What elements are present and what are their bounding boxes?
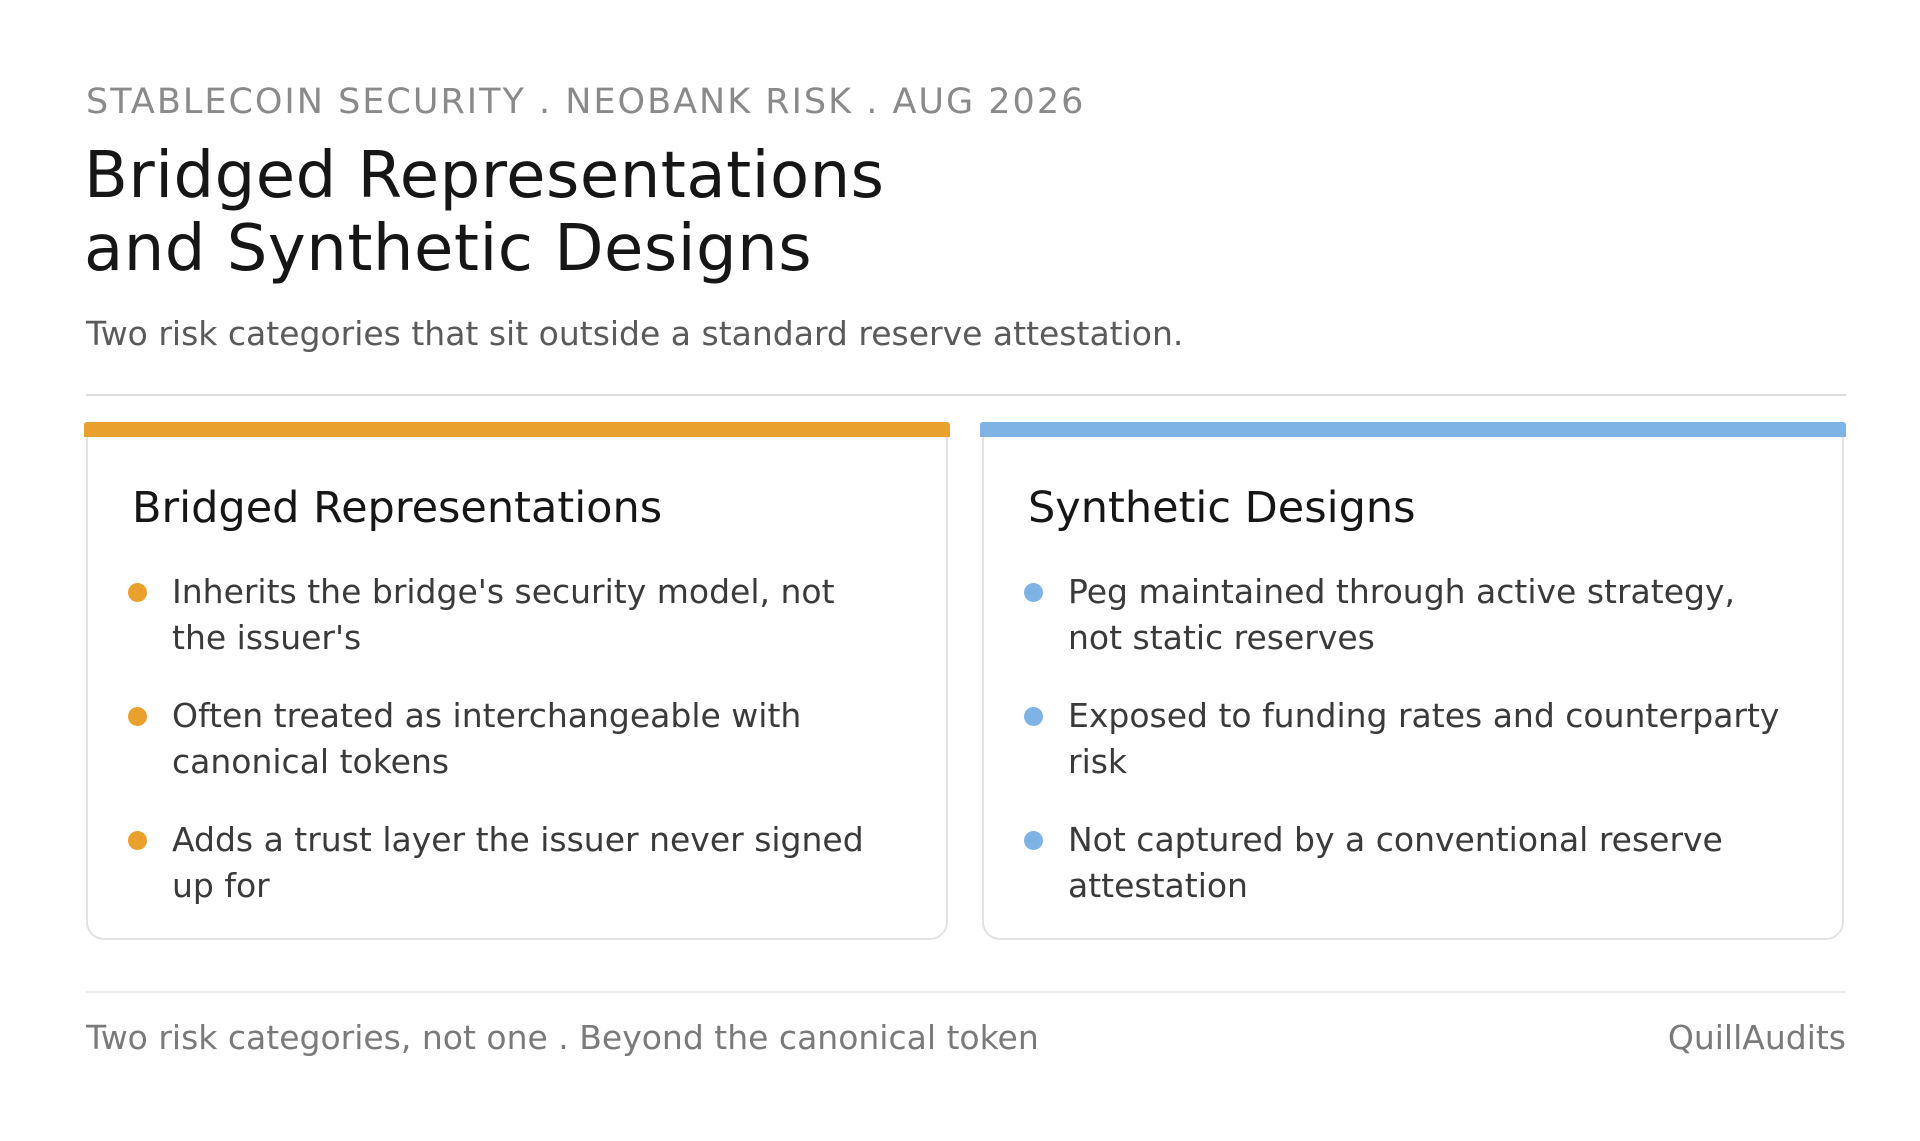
- title-line-2: and Synthetic Designs: [84, 212, 813, 286]
- bullet-text: Adds a trust layer the issuer never signed up for: [172, 820, 864, 905]
- card-title: Synthetic Designs: [1028, 483, 1416, 533]
- bullet-list: [128, 569, 898, 941]
- bullet-item: [1024, 569, 1794, 661]
- footer-brand: QuillAudits: [1667, 1018, 1846, 1057]
- card-bridged-representations: [84, 422, 950, 940]
- bullet-list: [1024, 569, 1794, 941]
- title-line-1: Bridged Representations: [84, 139, 885, 213]
- bullet-item: [128, 693, 898, 785]
- card-synthetic-designs: [980, 422, 1846, 940]
- kicker: STABLECOIN SECURITY . NEOBANK RISK . AUG 2026: [86, 82, 1086, 122]
- bullet-dot-icon: [1024, 707, 1043, 726]
- bullet-dot-icon: [1024, 583, 1043, 602]
- bullet-item: [1024, 693, 1794, 785]
- bullet-dot-icon: [128, 831, 147, 850]
- bullet-dot-icon: [1024, 831, 1043, 850]
- bullet-text: Peg maintained through active strategy, not static reserves: [1068, 572, 1735, 657]
- card-accent-bar: [84, 422, 950, 437]
- bullet-text: Inherits the bridge's security model, not the issuer's: [172, 572, 835, 657]
- footer-divider: [86, 991, 1846, 993]
- card-body: [86, 437, 948, 940]
- bullet-text: Not captured by a conventional reserve attestation: [1068, 820, 1723, 905]
- bullet-item: [128, 569, 898, 661]
- bullet-text: Exposed to funding rates and counterparty risk: [1068, 696, 1780, 781]
- bullet-dot-icon: [128, 583, 147, 602]
- footer-tagline: Two risk categories, not one . Beyond the canonical token: [86, 1018, 1039, 1057]
- bullet-item: [128, 817, 898, 909]
- card-body: [982, 437, 1844, 940]
- header-divider: [86, 394, 1846, 396]
- card-accent-bar: [980, 422, 1846, 437]
- subtitle: Two risk categories that sit outside a standard reserve attestation.: [86, 314, 1184, 353]
- card-title: Bridged Representations: [132, 483, 663, 533]
- page-title: [84, 140, 885, 286]
- bullet-text: Often treated as interchangeable with canonical tokens: [172, 696, 802, 781]
- bullet-item: [1024, 817, 1794, 909]
- bullet-dot-icon: [128, 707, 147, 726]
